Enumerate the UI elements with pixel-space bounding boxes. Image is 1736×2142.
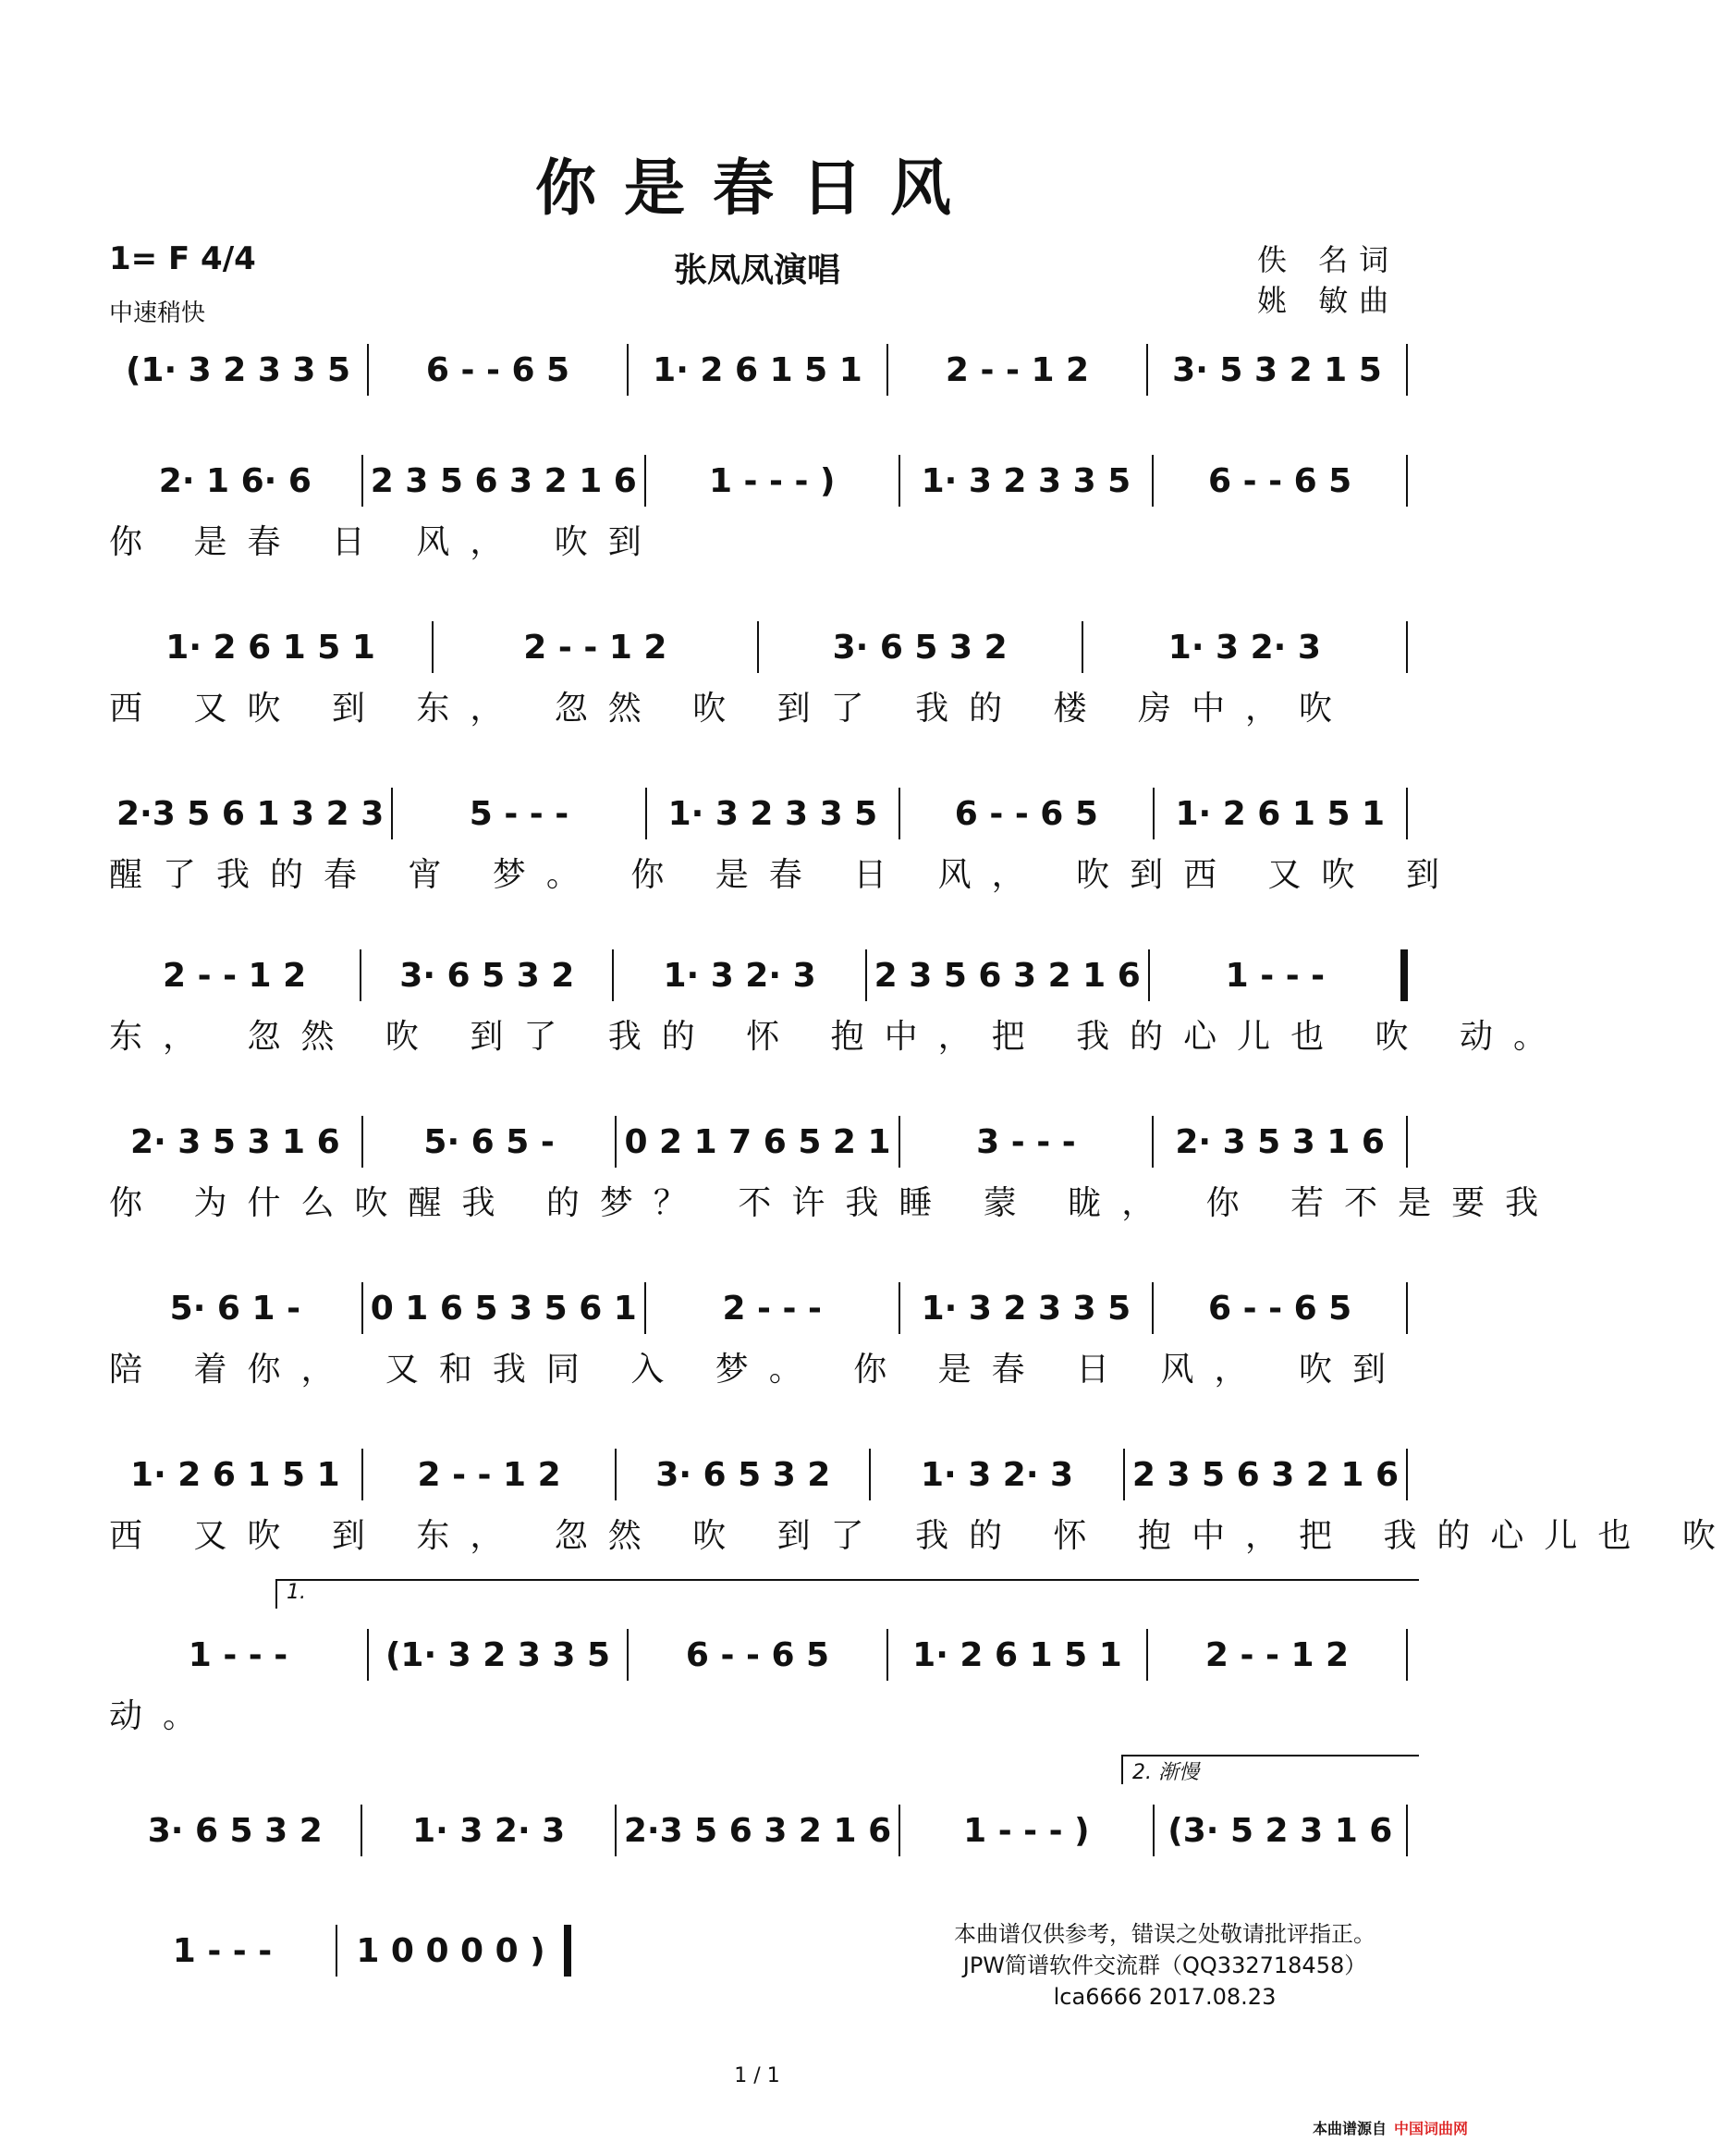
measure: 5 - - - — [469, 794, 569, 833]
measure: 5· 6 1 - — [169, 1289, 301, 1328]
measure: 1· 3 2 3 3 5 — [921, 1289, 1131, 1328]
score-system — [109, 1280, 1408, 1438]
barline — [1406, 1449, 1408, 1500]
notation-row — [109, 619, 1408, 675]
measure: 1· 3 2 3 3 5 — [667, 794, 878, 833]
measure: 3· 6 5 3 2 — [655, 1455, 831, 1494]
measure: 1· 2 6 1 5 1 — [1175, 794, 1386, 833]
measure: 5· 6 5 - — [423, 1122, 555, 1161]
barline — [1406, 1116, 1408, 1168]
tempo-marking: 中速稍快 — [109, 300, 206, 327]
double-barline — [564, 1925, 571, 1977]
source-credit — [1313, 2117, 1468, 2138]
measure: 6 - - 6 5 — [954, 794, 1098, 833]
measure: 2 - - 1 2 — [523, 628, 667, 667]
footnote-line: lca6666 2017.08.23 — [1053, 1984, 1277, 2010]
measure: 1· 3 2· 3 — [1168, 628, 1321, 667]
notation-row — [109, 1627, 1408, 1683]
singer-credit: 张凤凤演唱 — [673, 251, 840, 289]
barline — [1406, 455, 1408, 507]
lyrics-row — [109, 1986, 571, 2032]
score-system — [109, 453, 1408, 610]
measure: 1· 3 2 3 3 5 — [921, 461, 1131, 500]
source-site[interactable]: 中国词曲网 — [1394, 2120, 1469, 2137]
measure: 1 - - - — [188, 1635, 288, 1674]
source-label: 本曲谱源自 — [1313, 2120, 1388, 2137]
measure: 3 - - - — [976, 1122, 1076, 1161]
measure: 3· 6 5 3 2 — [147, 1811, 323, 1850]
score-system — [109, 619, 1408, 777]
measure: 2 - - 1 2 — [163, 956, 307, 995]
lyrics-row: 陪 着你， 又和我同 入 梦。 你 是春 日 风， 吹到 — [109, 1351, 1406, 1389]
barline — [1406, 344, 1408, 396]
measure: 1· 3 2· 3 — [663, 956, 816, 995]
score-system — [109, 786, 1460, 943]
barline — [1406, 621, 1408, 673]
measure: 2· 3 5 3 1 6 — [130, 1122, 340, 1161]
measure: 2 3 5 6 3 2 1 6 — [370, 461, 637, 500]
notation-row — [109, 1447, 1408, 1502]
lyrics-row — [109, 1866, 1408, 1912]
notation-row — [109, 1803, 1408, 1858]
barline — [1406, 788, 1408, 839]
measure: 6 - - 6 5 — [1208, 1289, 1352, 1328]
measure: 6 - - 6 5 — [425, 350, 570, 389]
notation-row — [109, 948, 1408, 1003]
measure: 1· 3 2· 3 — [920, 1455, 1074, 1494]
notation-row — [109, 1923, 571, 1978]
measure: 6 - - 6 5 — [1208, 461, 1352, 500]
volta-second-ending: 2. 渐慢 — [1121, 1755, 1419, 1784]
measure: 3· 5 3 2 1 5 — [1172, 350, 1382, 389]
lyrics-row: 你 为什么吹醒我 的梦？ 不许我睡 蒙 眬， 你 若不是要我 — [109, 1184, 1559, 1222]
lyrics-row: 东， 忽然 吹 到了 我的 怀 抱中，把 我的心儿也 吹 动。 — [109, 1018, 1567, 1056]
measure: 6 - - 6 5 — [685, 1635, 830, 1674]
measure: 1· 2 6 1 5 1 — [653, 350, 862, 389]
measure: 2· 1 6· 6 — [158, 461, 312, 500]
barline — [1406, 1805, 1408, 1856]
lyrics-row: 你 是春 日 风， 吹到 — [109, 523, 662, 561]
measure: 2 - - 1 2 — [417, 1455, 561, 1494]
measure: 1· 3 2· 3 — [412, 1811, 566, 1850]
measure: 1· 2 6 1 5 1 — [912, 1635, 1122, 1674]
measure: 2 3 5 6 3 2 1 6 — [1131, 1455, 1399, 1494]
notation-row — [109, 342, 1408, 398]
measure: 2 - - - — [722, 1289, 822, 1328]
measure: 1 - - - — [172, 1931, 273, 1970]
lyrics-row: 动。 — [109, 1697, 217, 1735]
notation-row — [109, 786, 1408, 841]
measure: 1· 2 6 1 5 1 — [165, 628, 375, 667]
notation-row — [109, 1280, 1408, 1336]
barline — [1406, 1282, 1408, 1334]
key-signature: 1= F 4/4 — [109, 240, 256, 277]
measure: (1· 3 2 3 3 5 — [385, 1635, 611, 1674]
measure: 2 - - 1 2 — [945, 350, 1090, 389]
lyrics-row: 西 又吹 到 东， 忽然 吹 到了 我的 楼 房中，吹 — [109, 690, 1352, 728]
measure: 0 1 6 5 3 5 6 1 — [370, 1289, 637, 1328]
measure: (1· 3 2 3 3 5 — [125, 350, 351, 389]
lyricist-credit: 佚 名词 — [1257, 242, 1400, 277]
lyrics-row: 醒了我的春 宵 梦。 你 是春 日 风， 吹到西 又吹 到 — [109, 856, 1460, 894]
score-system — [109, 948, 1567, 1105]
measure: 2 3 5 6 3 2 1 6 — [874, 956, 1141, 995]
composer-credit: 姚 敏曲 — [1257, 283, 1400, 318]
measure: 0 2 1 7 6 5 2 1 — [624, 1122, 891, 1161]
measure: 1 - - - — [1225, 956, 1326, 995]
measure: 1 0 0 0 0 ) — [356, 1931, 545, 1970]
double-barline — [1400, 949, 1408, 1001]
footnote-line: 本曲谱仅供参考，错误之处敬请批评指正。 — [954, 1921, 1375, 1947]
measure: 2 - - 1 2 — [1204, 1635, 1350, 1674]
volta-first-ending: 1. — [275, 1579, 1419, 1609]
notation-row — [109, 1114, 1408, 1169]
lyrics-row — [109, 405, 1408, 451]
score-system — [109, 1114, 1559, 1271]
measure: 2·3 5 6 1 3 2 3 — [116, 794, 385, 833]
measure: 1 - - - ) — [963, 1811, 1090, 1850]
song-title: 你是春日风 — [535, 152, 979, 224]
lyrics-row: 西 又吹 到 东， 忽然 吹 到了 我的 怀 抱中，把 我的心儿也 吹 — [109, 1517, 1736, 1555]
footnote — [924, 1918, 1405, 2013]
notation-row — [109, 453, 1408, 508]
measure: 1· 2 6 1 5 1 — [130, 1455, 340, 1494]
measure: 1 - - - ) — [708, 461, 836, 500]
measure: (3· 5 2 3 1 6 — [1168, 1811, 1393, 1850]
measure: 2· 3 5 3 1 6 — [1175, 1122, 1385, 1161]
measure: 3· 6 5 3 2 — [399, 956, 575, 995]
page-number: 1 / 1 — [734, 2064, 780, 2087]
score-system — [109, 1923, 571, 2080]
footnote-line: JPW简谱软件交流群（QQ332718458） — [962, 1952, 1367, 1978]
measure: 2·3 5 6 3 2 1 6 — [623, 1811, 892, 1850]
barline — [1406, 1629, 1408, 1681]
measure: 3· 6 5 3 2 — [832, 628, 1008, 667]
